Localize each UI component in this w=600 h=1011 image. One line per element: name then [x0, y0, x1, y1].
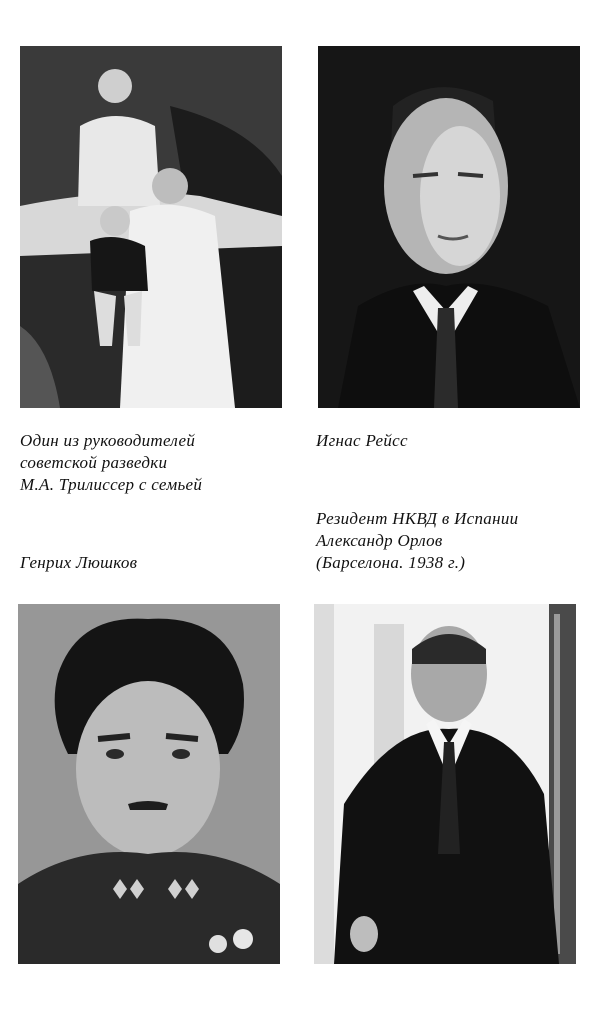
caption-reiss	[316, 430, 408, 452]
caption-trilisser-line2: советской разведки	[20, 453, 168, 472]
photo-ignace-reiss	[318, 46, 580, 408]
caption-trilisser-line3: М.А. Трилиссер с семьей	[20, 475, 203, 494]
caption-trilisser	[20, 430, 202, 496]
photo-genrikh-lyushkov	[18, 604, 280, 964]
caption-lyushkov-text: Генрих Люшков	[20, 553, 138, 572]
caption-orlov	[316, 508, 518, 574]
caption-orlov-line3: (Барселона. 1938 г.)	[316, 553, 466, 572]
caption-reiss-text: Игнас Рейсс	[316, 431, 408, 450]
caption-lyushkov	[20, 552, 137, 574]
photo-trilisser-family	[20, 46, 282, 408]
photo-alexander-orlov	[314, 604, 576, 964]
caption-orlov-line2: Александр Орлов	[316, 531, 443, 550]
caption-trilisser-line1: Один из руководителей	[20, 431, 196, 450]
caption-orlov-line1: Резидент НКВД в Испании	[316, 509, 519, 528]
